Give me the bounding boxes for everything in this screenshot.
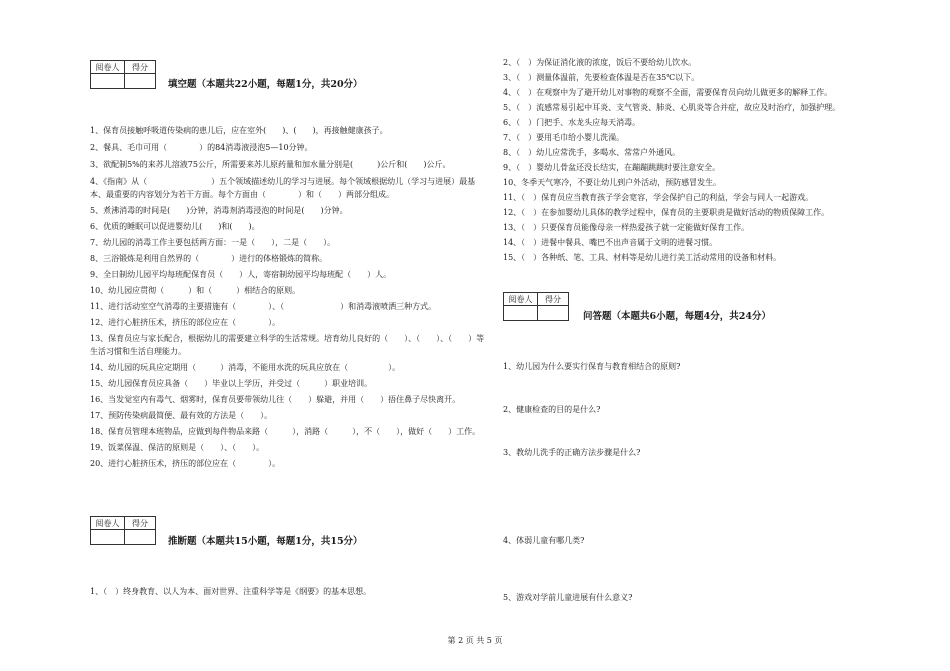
- question: 20、进行心脏挤压术，挤压的部位应在（ ）。: [90, 459, 281, 468]
- section-title-judge: 推断题（本题共15小题，每题1分，共15分）: [168, 536, 363, 547]
- page-footer: 第 2 页 共 5 页: [447, 636, 503, 645]
- judge-list-right: [503, 56, 903, 264]
- question: 9、全日制幼儿园平均每班配保育员（ ）人，寄宿制幼园平均每班配（ ）人。: [90, 270, 392, 279]
- question: 1、幼儿园为什么要实行保育与教育相结合的原则?: [503, 362, 681, 371]
- question: 4、（ ）在观察中为了避开幼儿对事物的观察不全面，需要保育员向幼儿做更多的解释工作。: [503, 88, 833, 97]
- question: 13、保育员应与家长配合，根据幼儿的需要建立科学的生活常规。培育幼儿良好的（ ）、（ ）、（ ）等生活习惯和生活自理能力。: [90, 334, 485, 356]
- score-box-score-cell: [538, 306, 569, 321]
- question: 10、幼儿园应贯彻（ ）和（ ）相结合的原则。: [90, 286, 301, 295]
- score-box-fill-blank: [90, 60, 156, 89]
- question: 7、（ ）要用毛巾给小婴儿洗澡。: [503, 133, 625, 142]
- score-box-score-cell: [125, 74, 156, 89]
- question: 3、教幼儿洗手的正确方法步骤是什么?: [503, 448, 641, 457]
- question: 12、进行心脏挤压术，挤压的部位应在（ ）。: [90, 318, 281, 327]
- section-title-fill-blank: 填空题（本题共22小题，每题1分，共20分）: [168, 79, 363, 90]
- score-box-reviewer-cell: [91, 74, 125, 89]
- question: 12、（ ）在参加婴幼儿具体的教学过程中，保育员的主要职责是做好活动的物质保障工作。: [503, 208, 830, 217]
- question: 18、保育员管理本班物品，应做到每件物品来路（ ），消路（ ），不（ ），做好（ ）工作。: [90, 427, 481, 436]
- score-box-score-label: 得分: [125, 517, 156, 530]
- question: 5、煮沸消毒的时间是( )分钟，消毒剂消毒浸泡的时间是( )分钟。: [90, 206, 348, 215]
- question: 6、（ ）门把手、水龙头应每天消毒。: [503, 118, 641, 127]
- question: 19、饭菜保温、保洁的原则是（ ）、（ ）。: [90, 443, 265, 452]
- question: 15、幼儿园保育员应具备（ ）毕业以上学历，并受过（ ）职业培训。: [90, 379, 373, 388]
- score-box-reviewer-label: 阅卷人: [91, 61, 125, 74]
- question: 5、（ ）流感常易引起中耳炎、支气管炎、肺炎、心肌炎等合并症，故应及时治疗，加强护理。: [503, 103, 841, 112]
- question: 7、幼儿园的消毒工作主要包括两方面：一是（ ），二是（ ）。: [90, 238, 336, 247]
- question: 13、（ ）只要保育员能像母亲一样热爱孩子就一定能做好保育工作。: [503, 223, 750, 232]
- score-box-score-cell: [125, 530, 156, 545]
- question: 14、（ ）进餐中餐具、嘴巴不出声音属于文明的进餐习惯。: [503, 238, 718, 247]
- score-box-reviewer-cell: [91, 530, 125, 545]
- score-box-score-label: 得分: [125, 61, 156, 74]
- question: 2、餐具、毛巾可用（ ）的84消毒液浸泡5—10分钟。: [90, 143, 313, 152]
- question: 8、（ ）幼儿应常洗手，多喝水、常常户外通风。: [503, 148, 681, 157]
- score-box-qa: [503, 292, 569, 321]
- question: 1、保育员接触呼吸道传染病的患儿后，应在室外( )、( )，再接触健康孩子。: [90, 126, 388, 135]
- section-title-qa: 问答题（本题共6小题，每题4分，共24分）: [583, 311, 771, 322]
- question: 9、（ ）婴幼儿骨盆还没长结实，在蹦蹦跳跳时要注意安全。: [503, 163, 721, 172]
- score-box-reviewer-label: 阅卷人: [91, 517, 125, 530]
- question: 2、（ ）为保证消化液的浓度，饭后不要给幼儿饮水。: [503, 58, 697, 67]
- score-box-reviewer-label: 阅卷人: [504, 293, 538, 306]
- question: 17、预防传染病最简便、最有效的方法是（ ）。: [90, 411, 273, 420]
- question: 6、优质的睡眠可以促进婴幼儿( )和( )。: [90, 222, 260, 231]
- score-box-reviewer-cell: [504, 306, 538, 321]
- question: 10、冬季天气寒冷，不要让幼儿到户外活动，预防感冒发生。: [503, 178, 722, 187]
- question: 3、欲配制5%的来苏儿溶液75公斤，所需要来苏儿原药量和加水量分别是( )公斤和( )公斤。: [90, 160, 451, 169]
- question: 1、（ ）终身教育、以人为本、面对世界、注重科学等是《纲要》的基本思想。: [90, 587, 372, 596]
- fill-blank-list: [90, 124, 486, 470]
- question: 3、（ ）测量体温前，先要检查体温是否在35℃以下。: [503, 73, 700, 82]
- judge-list-left: [90, 585, 486, 598]
- score-box-score-label: 得分: [538, 293, 569, 306]
- question: 14、幼儿园的玩具应定期用（ ）消毒，不能用水洗的玩具应放在（ ）。: [90, 363, 401, 372]
- question: 5、游戏对学前儿童进展有什么意义?: [503, 593, 633, 602]
- question: 4、体弱儿童有哪几类?: [503, 536, 585, 545]
- question: 15、（ ）各种纸、笔、工具、材料等是幼儿进行美工活动常用的设备和材料。: [503, 253, 782, 262]
- question: 11、（ ）保育员应当教育孩子学会宽容，学会保护自己的利益，学会与同人一起游戏。: [503, 193, 814, 202]
- question: 8、三浴锻炼是利用自然界的（ ）进行的体格锻炼的简称。: [90, 254, 328, 263]
- question: 16、当发觉室内有毒气、烟雾时，保育员要带领幼儿往（ ）躲避，并用（ ）捂住鼻子尽快离开。: [90, 395, 461, 404]
- question: 2、健康检查的目的是什么?: [503, 405, 601, 414]
- question: 4、《指南》从（ ）五个领域描述幼儿的学习与进展。每个领域根据幼儿（学习与进展）最基本、最重要的内容划分为若干方面。每个方面由（ ）和（ ）两部分组成。: [90, 177, 476, 199]
- score-box-judge: [90, 516, 156, 545]
- question: 11、进行活动室空气消毒的主要措施有（ ）、（ ）和消毒液喷洒三种方式。: [90, 302, 437, 311]
